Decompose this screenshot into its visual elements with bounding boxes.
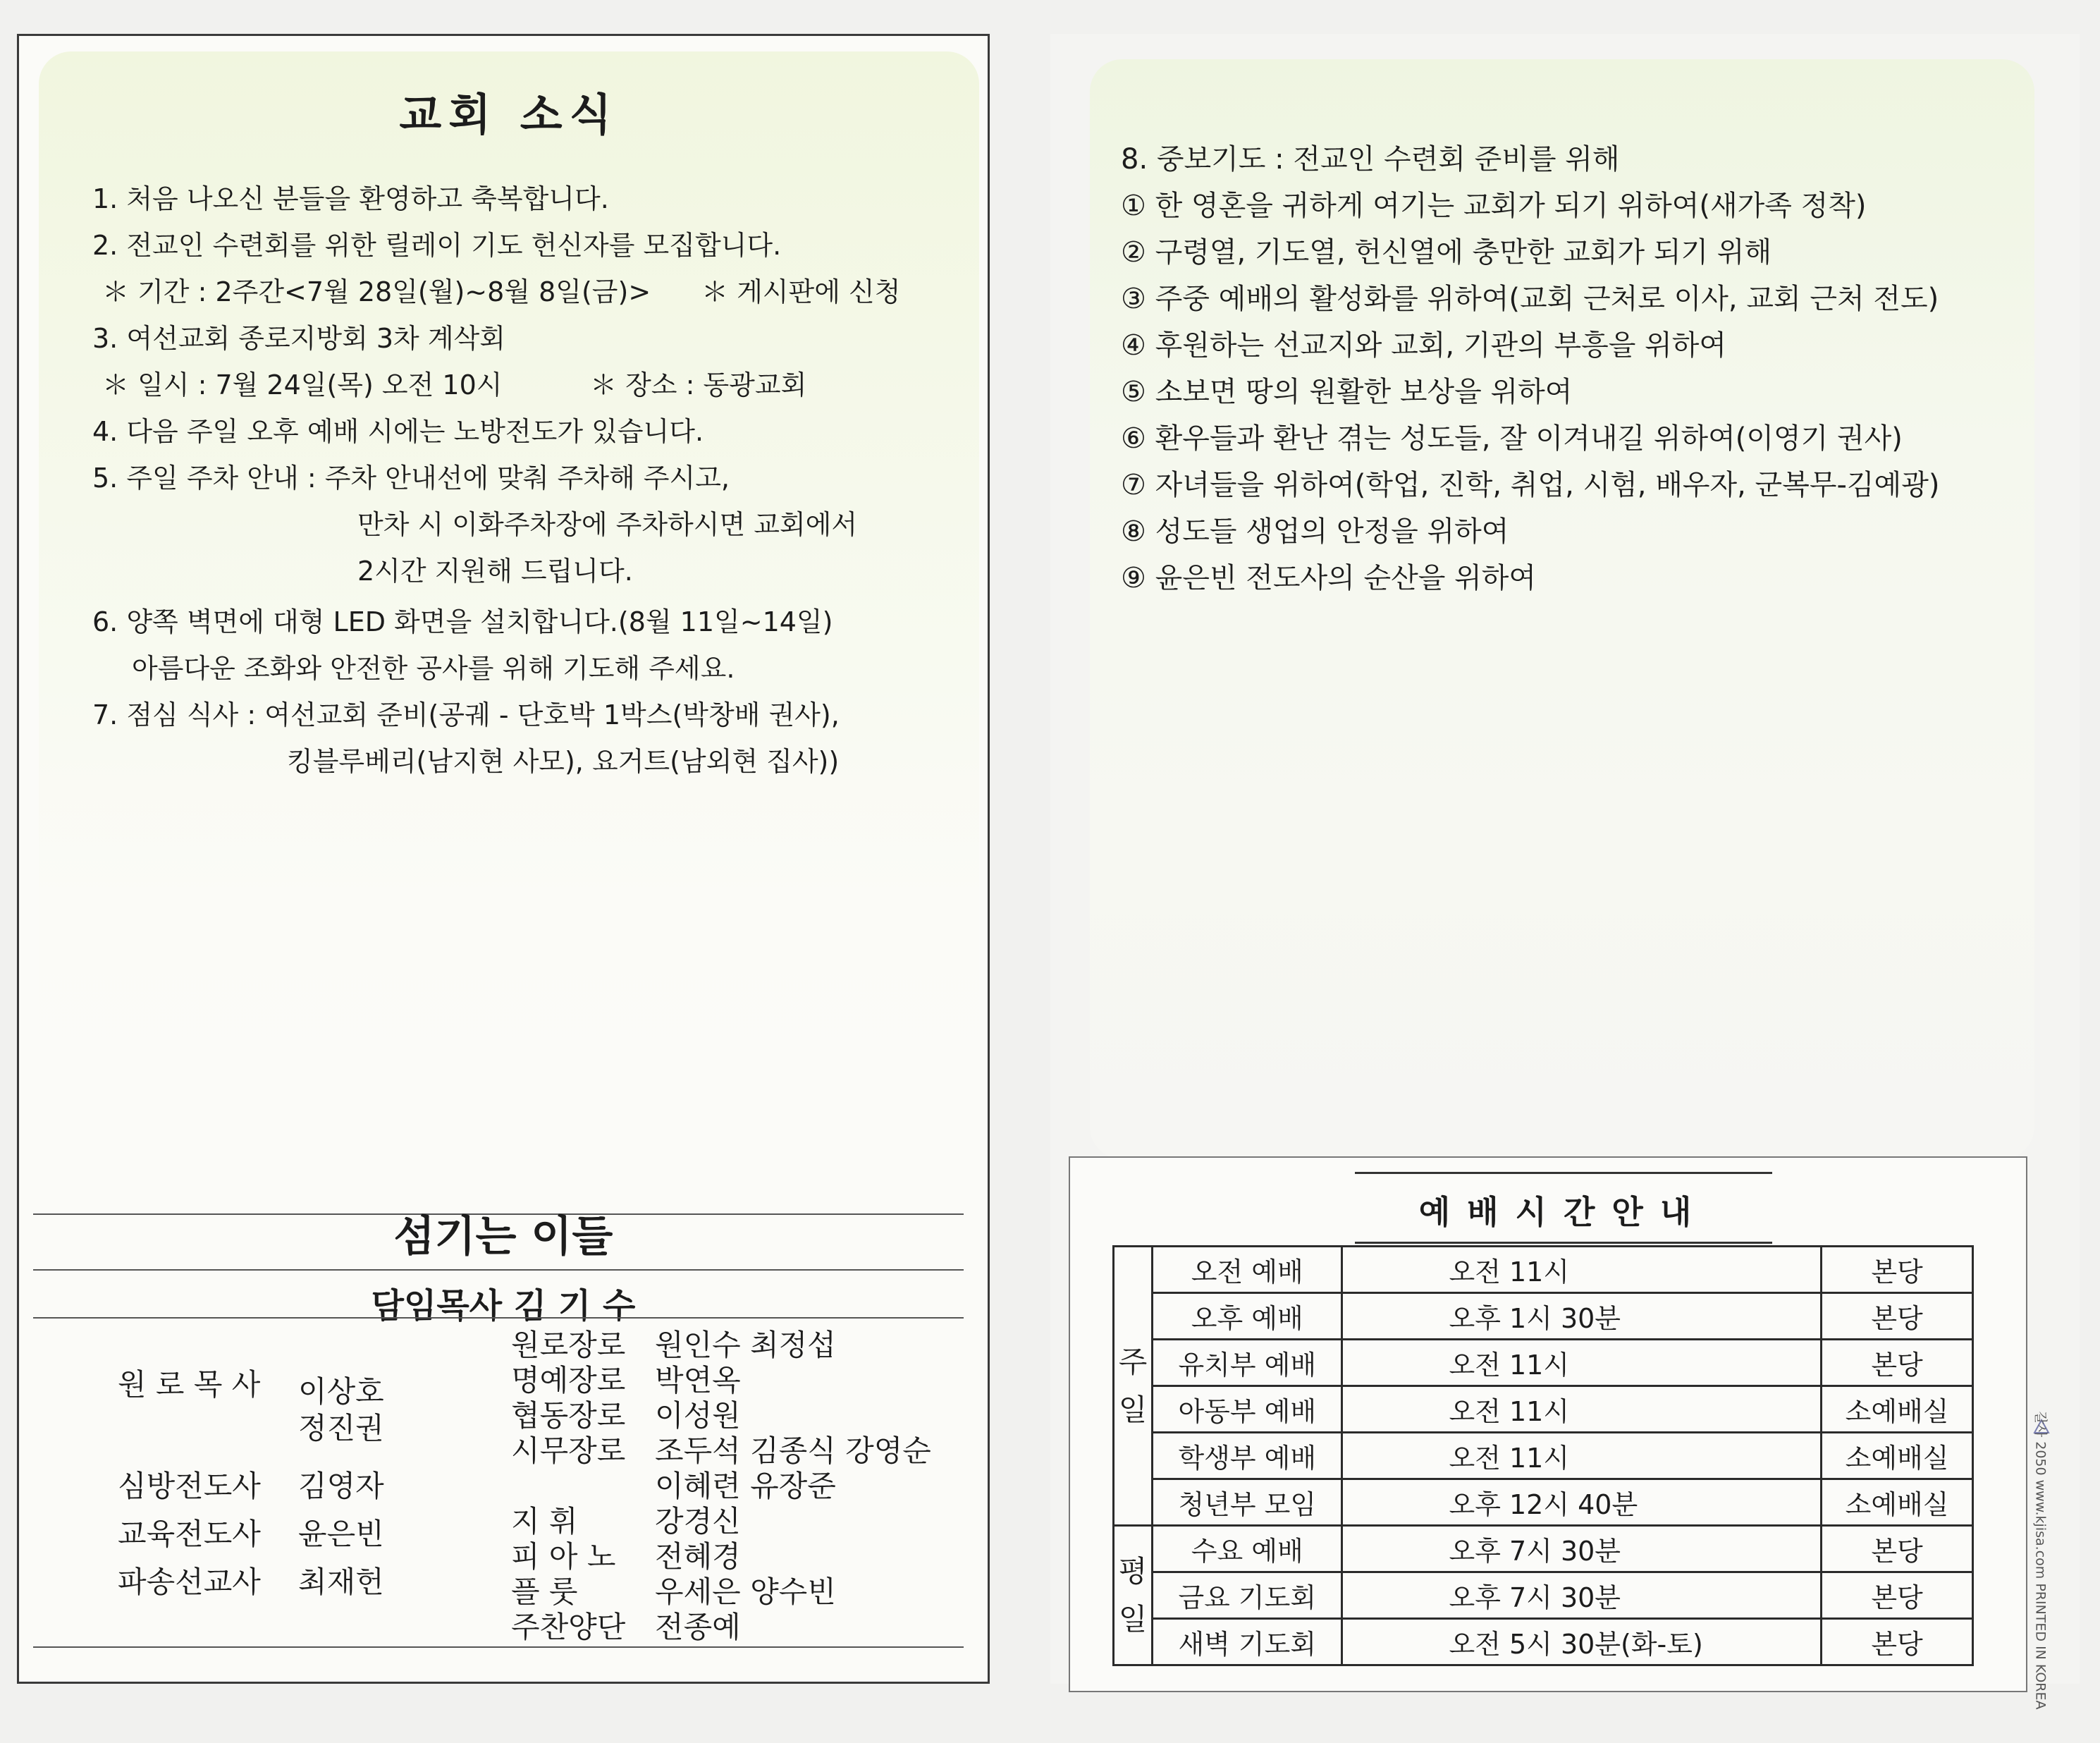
service-name: 유치부 예배 bbox=[1153, 1340, 1342, 1386]
service-place: 본당 bbox=[1822, 1526, 1973, 1572]
prayer-item: ⑥ 환우들과 환난 겪는 성도들, 잘 이겨내길 위하여(이영기 권사) bbox=[1121, 422, 1903, 455]
service-name: 학생부 예배 bbox=[1153, 1433, 1342, 1479]
prayer-item: ⑧ 성도들 생업의 안정을 위하여 bbox=[1121, 515, 1509, 548]
news-line-3: 3. 여선교회 종로지방회 3차 계삭회 bbox=[92, 323, 505, 354]
table-row bbox=[1114, 1572, 1973, 1619]
table-row bbox=[1114, 1526, 1973, 1572]
service-place: 소예배실 bbox=[1822, 1433, 1973, 1479]
news-line-7-cont: 킹블루베리(남지현 사모), 요거트(남외현 집사)) bbox=[287, 746, 840, 777]
prayer-item: ① 한 영혼을 귀하게 여기는 교회가 되기 위하여(새가족 정착) bbox=[1121, 190, 1867, 222]
table-row bbox=[1114, 1247, 1973, 1293]
server-name: 조두석 김종식 강영순 bbox=[655, 1433, 931, 1468]
server-name: 박연옥 bbox=[655, 1363, 741, 1398]
server-role: 명예장로 bbox=[511, 1363, 626, 1398]
service-time: 오후 7시 30분 bbox=[1342, 1526, 1822, 1572]
group-label-sunday: 주 일 bbox=[1114, 1247, 1153, 1526]
prayer-item: ⑤ 소보면 땅의 원활한 보상을 위하여 bbox=[1121, 376, 1573, 408]
church-news-panel bbox=[39, 51, 979, 1180]
news-line-2-period: ＊ 기간 : 2주간<7월 28일(월)~8월 8일(금)> bbox=[102, 276, 651, 307]
server-name: 김영자 bbox=[298, 1469, 384, 1503]
server-name: 이상호 bbox=[298, 1374, 384, 1409]
news-line-7: 7. 점심 식사 : 여선교회 준비(공궤 - 단호박 1박스(박창배 권사), bbox=[92, 699, 840, 730]
server-role: 플 룻 bbox=[511, 1574, 578, 1609]
server-name: 정진권 bbox=[298, 1411, 384, 1445]
intercession-title: 8. 중보기도 : 전교인 수련회 준비를 위해 bbox=[1121, 143, 1620, 176]
server-role: 협동장로 bbox=[511, 1398, 626, 1433]
church-news-title: 교회 소식 bbox=[399, 89, 619, 140]
news-line-6-cont: 아름다운 조화와 안전한 공사를 위해 기도해 주세요. bbox=[132, 653, 735, 684]
service-place: 본당 bbox=[1822, 1293, 1973, 1340]
prayer-item: ⑦ 자녀들을 위하여(학업, 진학, 취업, 시험, 배우자, 군복무-김예광) bbox=[1121, 469, 1940, 501]
left-page bbox=[17, 34, 990, 1684]
divider-bottom bbox=[33, 1317, 964, 1319]
server-role: 교육전도사 bbox=[118, 1517, 261, 1551]
service-time: 오후 1시 30분 bbox=[1342, 1293, 1822, 1340]
service-time: 오전 11시 bbox=[1342, 1247, 1822, 1293]
imprint-text: 갈사 2050 www.kjisa.com PRINTED IN KOREA bbox=[2032, 1411, 2049, 1710]
news-line-2-apply: ＊ 게시판에 신청 bbox=[701, 276, 901, 307]
right-page bbox=[1050, 34, 2080, 1684]
worship-table bbox=[1112, 1245, 1974, 1666]
divider-end bbox=[33, 1646, 964, 1648]
news-line-3-date: ＊ 일시 : 7월 24일(목) 오전 10시 bbox=[102, 369, 503, 400]
table-row bbox=[1114, 1293, 1973, 1340]
server-name: 강경신 bbox=[655, 1504, 741, 1539]
prayer-item: ② 구령열, 기도열, 헌신열에 충만한 교회가 되기 위해 bbox=[1121, 236, 1772, 269]
service-name: 오후 예배 bbox=[1153, 1293, 1342, 1340]
server-role: 지 휘 bbox=[511, 1504, 578, 1539]
intercession-panel bbox=[1090, 59, 2034, 1159]
news-line-5: 5. 주일 주차 안내 : 주차 안내선에 맞춰 주차해 주시고, bbox=[92, 463, 730, 494]
service-time: 오전 11시 bbox=[1342, 1433, 1822, 1479]
service-place: 본당 bbox=[1822, 1247, 1973, 1293]
server-name: 전종예 bbox=[655, 1610, 741, 1644]
service-time: 오전 5시 30분(화-토) bbox=[1342, 1619, 1822, 1665]
senior-pastor: 담임목사 김 기 수 bbox=[371, 1286, 636, 1326]
service-name: 금요 기도회 bbox=[1153, 1572, 1342, 1619]
server-role: 피 아 노 bbox=[511, 1539, 616, 1574]
table-row bbox=[1114, 1433, 1973, 1479]
prayer-item: ④ 후원하는 선교지와 교회, 기관의 부흥을 위하여 bbox=[1121, 329, 1727, 362]
table-row bbox=[1114, 1619, 1973, 1665]
service-place: 본당 bbox=[1822, 1340, 1973, 1386]
table-row bbox=[1114, 1479, 1973, 1526]
service-name: 새벽 기도회 bbox=[1153, 1619, 1342, 1665]
prayer-item: ③ 주중 예배의 활성화를 위하여(교회 근처로 이사, 교회 근처 전도) bbox=[1121, 283, 1939, 315]
service-name: 수요 예배 bbox=[1153, 1526, 1342, 1572]
table-row bbox=[1114, 1386, 1973, 1433]
service-name: 오전 예배 bbox=[1153, 1247, 1342, 1293]
news-line-2: 2. 전교인 수련회를 위한 릴레이 기도 헌신자를 모집합니다. bbox=[92, 230, 782, 261]
service-name: 아동부 예배 bbox=[1153, 1386, 1342, 1433]
server-name: 이혜련 유장준 bbox=[655, 1469, 836, 1503]
server-name: 원인수 최정섭 bbox=[655, 1328, 836, 1362]
server-name: 최재헌 bbox=[298, 1565, 384, 1599]
news-line-3-place: ＊ 장소 : 동광교회 bbox=[590, 369, 807, 400]
server-role: 원로장로 bbox=[511, 1328, 626, 1362]
server-role: 시무장로 bbox=[511, 1433, 626, 1468]
service-name: 청년부 모임 bbox=[1153, 1479, 1342, 1526]
service-time: 오후 12시 40분 bbox=[1342, 1479, 1822, 1526]
server-name: 우세은 양수빈 bbox=[655, 1574, 836, 1609]
service-place: 소예배실 bbox=[1822, 1479, 1973, 1526]
server-role: 주찬양단 bbox=[511, 1610, 626, 1644]
divider-mid bbox=[33, 1269, 964, 1271]
group-label-weekday: 평 일 bbox=[1114, 1526, 1153, 1665]
server-name: 이성원 bbox=[655, 1398, 741, 1433]
news-line-4: 4. 다음 주일 오후 예배 시에는 노방전도가 있습니다. bbox=[92, 416, 704, 447]
service-place: 소예배실 bbox=[1822, 1386, 1973, 1433]
spine-imprint bbox=[2027, 1411, 2056, 1710]
service-place: 본당 bbox=[1822, 1619, 1973, 1665]
service-place: 본당 bbox=[1822, 1572, 1973, 1619]
server-role: 파송선교사 bbox=[118, 1565, 261, 1599]
news-line-1: 1. 처음 나오신 분들을 환영하고 축복합니다. bbox=[92, 183, 609, 214]
table-row bbox=[1114, 1340, 1973, 1386]
news-line-6: 6. 양쪽 벽면에 대형 LED 화면을 설치합니다.(8월 11일~14일) bbox=[92, 606, 833, 637]
news-line-5-cont-2: 2시간 지원해 드립니다. bbox=[357, 556, 633, 587]
service-time: 오전 11시 bbox=[1342, 1386, 1822, 1433]
server-role: 심방전도사 bbox=[118, 1469, 261, 1503]
worship-schedule-title: 예배시간안내 bbox=[1355, 1172, 1772, 1244]
server-name: 윤은빈 bbox=[298, 1517, 384, 1551]
prayer-item: ⑨ 윤은빈 전도사의 순산을 위하여 bbox=[1121, 562, 1537, 594]
service-time: 오전 11시 bbox=[1342, 1340, 1822, 1386]
server-role: 원 로 목 사 bbox=[118, 1367, 261, 1402]
server-name: 전혜경 bbox=[655, 1539, 741, 1574]
servers-title: 섬기는 이들 bbox=[393, 1212, 613, 1261]
service-time: 오후 7시 30분 bbox=[1342, 1572, 1822, 1619]
worship-schedule bbox=[1069, 1156, 2027, 1692]
news-line-5-cont-1: 만차 시 이화주차장에 주차하시면 교회에서 bbox=[357, 509, 858, 540]
